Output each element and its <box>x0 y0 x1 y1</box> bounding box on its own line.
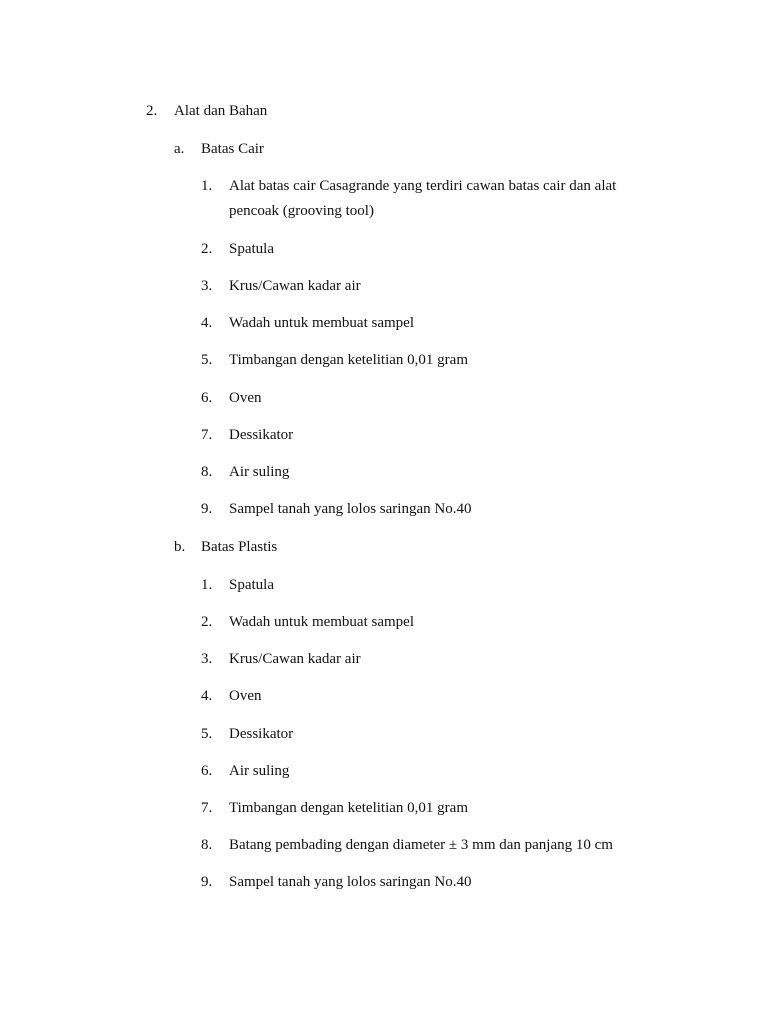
list-item-marker: 7. <box>201 800 213 816</box>
list-item-marker: 5. <box>201 726 213 742</box>
list-item-text: Krus/Cawan kadar air <box>229 278 361 294</box>
list-item-text: Spatula <box>229 577 274 593</box>
list-item-text: Dessikator <box>229 726 294 742</box>
list-item-text-continued: pencoak (grooving tool) <box>229 203 374 219</box>
list-item-text: Timbangan dengan ketelitian 0,01 gram <box>229 352 468 368</box>
list-item-marker: 1. <box>201 178 213 194</box>
list-item-text: Batang pembading dengan diameter ± 3 mm dan panjang 10 cm <box>229 837 613 853</box>
subsection-title: Batas Cair <box>201 141 264 157</box>
list-item-marker: 1. <box>201 577 213 593</box>
list-item-marker: 8. <box>201 464 213 480</box>
list-item-text: Air suling <box>229 763 290 779</box>
list-item-marker: 2. <box>201 614 213 630</box>
list-item-text: Wadah untuk membuat sampel <box>229 614 414 630</box>
list-item-text: Alat batas cair Casagrande yang terdiri cawan batas cair dan alat <box>229 178 617 194</box>
list-item-text: Timbangan dengan ketelitian 0,01 gram <box>229 800 468 816</box>
list-item-text: Air suling <box>229 464 290 480</box>
list-item-text: Wadah untuk membuat sampel <box>229 315 414 331</box>
list-item-marker: 2. <box>201 241 213 257</box>
list-item-marker: 4. <box>201 688 213 704</box>
list-item-text: Krus/Cawan kadar air <box>229 651 361 667</box>
list-item-marker: 5. <box>201 352 213 368</box>
section-title: Alat dan Bahan <box>174 103 268 119</box>
list-item-marker: 7. <box>201 427 213 443</box>
subsection-title: Batas Plastis <box>201 539 278 555</box>
list-item-text: Oven <box>229 688 262 704</box>
list-item-text: Spatula <box>229 241 274 257</box>
subsection-marker: a. <box>174 141 185 157</box>
list-item-marker: 8. <box>201 837 213 853</box>
list-item-marker: 6. <box>201 763 213 779</box>
list-item-marker: 9. <box>201 501 213 517</box>
subsection-marker: b. <box>174 539 186 555</box>
list-item-text: Dessikator <box>229 427 294 443</box>
list-item-marker: 3. <box>201 651 213 667</box>
list-item-text: Sampel tanah yang lolos saringan No.40 <box>229 874 472 890</box>
list-item-marker: 4. <box>201 315 213 331</box>
list-item-marker: 6. <box>201 390 213 406</box>
list-item-marker: 3. <box>201 278 213 294</box>
list-item-text: Sampel tanah yang lolos saringan No.40 <box>229 501 472 517</box>
list-item-marker: 9. <box>201 874 213 890</box>
section-number: 2. <box>146 103 158 119</box>
list-item-text: Oven <box>229 390 262 406</box>
